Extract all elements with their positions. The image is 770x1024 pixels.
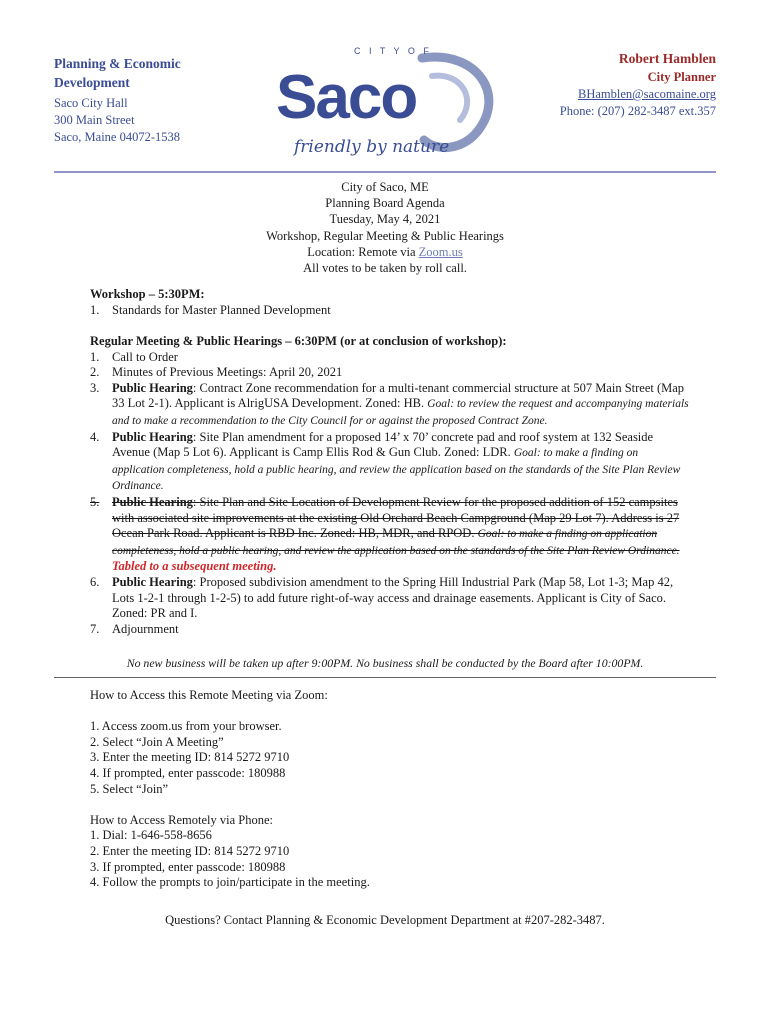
item-number: 1. <box>90 349 100 364</box>
logo-swirl-outer <box>422 57 489 147</box>
logo-city-of: C I T Y O F <box>354 46 432 56</box>
department-name-line1: Planning & Economic <box>54 56 181 71</box>
logo-wordmark: Saco <box>276 63 417 132</box>
item-text: Minutes of Previous Meetings: April 20, 2021 <box>112 365 343 380</box>
phone-step: 1. Dial: 1-646-558-8656 <box>90 828 212 843</box>
item-number: 1. <box>90 302 100 317</box>
contact-title: City Planner <box>647 70 716 84</box>
section-divider <box>54 677 716 678</box>
phone-step: 2. Enter the meeting ID: 814 5272 9710 <box>90 843 290 858</box>
header-city: City of Saco, ME <box>341 180 429 194</box>
header-date: Tuesday, May 4, 2021 <box>329 212 441 227</box>
zoom-access-title: How to Access this Remote Meeting via Zoom: <box>90 688 328 702</box>
item-goal: Goal: to review the request and accompanying materials and to make a recommendation to the City Council for or against the proposed Contract Zone. <box>112 398 689 427</box>
zoom-step: 5. Select “Join” <box>90 781 169 796</box>
agenda-item <box>90 350 690 366</box>
item-text: : Site Plan amendment for a proposed 14’ x 70’ concrete pad and roof system at 132 Seaside Avenue (Map 5 Lot 6). Applicant is Camp Ellis Rod & Gun Club. Zoned: LDR. <box>112 429 654 460</box>
workshop-section <box>90 287 690 318</box>
phone-step: 4. Follow the prompts to join/participate in the meeting. <box>90 875 370 890</box>
header-board: Planning Board Agenda <box>325 196 445 211</box>
location-prefix: Location: Remote via <box>307 244 419 259</box>
department-block <box>54 54 181 146</box>
zoom-step: 4. If prompted, enter passcode: 180988 <box>90 765 286 780</box>
address-line: 300 Main Street <box>54 113 135 127</box>
item-text: : Contract Zone recommendation for a multi-tenant commercial structure at 507 Main Street (Map 33 Lot 2-1). Applicant is AlrigUSA Development. Zoned: HB. <box>112 380 685 411</box>
contact-email-link[interactable]: BHamblen@sacomaine.org <box>578 87 716 101</box>
item-text: Call to Order <box>112 349 178 364</box>
phone-access-title: How to Access Remotely via Phone: <box>90 812 273 827</box>
header-votes: All votes to be taken by roll call. <box>303 261 467 276</box>
agenda-item-tabled <box>90 495 690 575</box>
logo-tagline: friendly by nature <box>294 137 450 157</box>
questions-contact: Questions? Contact Planning & Economic Development Department at #207-282-3487. <box>165 913 605 927</box>
public-hearing-label: Public Hearing <box>112 574 193 589</box>
regular-meeting-title: Regular Meeting & Public Hearings – 6:30PM (or at conclusion of workshop): <box>90 334 507 348</box>
contact-person: Robert Hamblen <box>618 51 716 66</box>
business-cutoff-note: No new business will be taken up after 9:00PM. No business shall be conducted by the Board after 10:00PM. <box>126 656 644 670</box>
zoom-step: 2. Select “Join A Meeting” <box>90 734 224 749</box>
agenda-item <box>90 365 690 381</box>
agenda-item <box>90 430 690 495</box>
address-line: Saco City Hall <box>54 96 128 110</box>
zoom-step: 3. Enter the meeting ID: 814 5272 9710 <box>90 750 290 765</box>
regular-meeting-section <box>90 334 690 637</box>
department-address <box>54 95 181 146</box>
workshop-item <box>90 303 690 319</box>
logo-swirl-inner <box>432 76 467 120</box>
item-goal: Goal: to make a finding on application completeness, hold a public hearing, and review the application based on the standards of the Site Plan Review Ordinance. <box>112 528 680 557</box>
item-number: 2. <box>90 365 100 380</box>
department-name-line2: Development <box>54 75 130 90</box>
agenda-header <box>54 179 716 276</box>
agenda-item <box>90 575 690 622</box>
public-hearing-label: Public Hearing <box>112 494 193 509</box>
zoom-step: 1. Access zoom.us from your browser. <box>90 719 282 734</box>
tabled-notice: Tabled to a subsequent meeting. <box>112 559 277 574</box>
contact-block <box>560 50 716 120</box>
zoom-link[interactable]: Zoom.us <box>418 244 463 259</box>
item-number: 7. <box>90 621 100 636</box>
address-line: Saco, Maine 04072-1538 <box>54 130 181 144</box>
item-text: Adjournment <box>112 621 179 636</box>
phone-step: 3. If prompted, enter passcode: 180988 <box>90 859 286 874</box>
item-text: : Site Plan and Site Location of Development Review for the proposed addition of 152 campsites with associated site improvements at the existing Old Orchard Beach Campground (Map 29 Lot 7). Address is 27 Ocean Park Road. Applicant is RBD Inc. Zoned: HB, MDR, and RPOD. <box>112 494 680 541</box>
item-number: 5. <box>90 494 100 509</box>
public-hearing-label: Public Hearing <box>112 429 193 444</box>
access-instructions <box>90 688 370 891</box>
public-hearing-label: Public Hearing <box>112 380 193 395</box>
saco-logo <box>272 40 502 162</box>
item-number: 3. <box>90 380 100 395</box>
contact-phone: Phone: (207) 282-3487 ext.357 <box>559 104 716 118</box>
header-meeting-type: Workshop, Regular Meeting & Public Hearings <box>266 228 504 243</box>
header-location <box>54 244 716 260</box>
agenda-item <box>90 381 690 430</box>
item-text: Standards for Master Planned Development <box>112 302 331 317</box>
item-goal: Goal: to make a finding on application completeness, hold a public hearing, and review the application based on the standards of the Site Plan Review Ordinance. <box>112 447 681 493</box>
item-number: 4. <box>90 429 100 444</box>
agenda-item <box>90 622 690 638</box>
workshop-title: Workshop – 5:30PM: <box>90 287 205 301</box>
item-text: : Proposed subdivision amendment to the Spring Hill Industrial Park (Map 58, Lot 1-3; Map 42, Lots 1-2-1 through 1-2-5) to add future right-of-way access and drainage easements. Applicant is City of Saco. Zoned: PR and I. <box>112 574 674 621</box>
item-number: 6. <box>90 574 100 589</box>
header-divider <box>54 171 716 173</box>
